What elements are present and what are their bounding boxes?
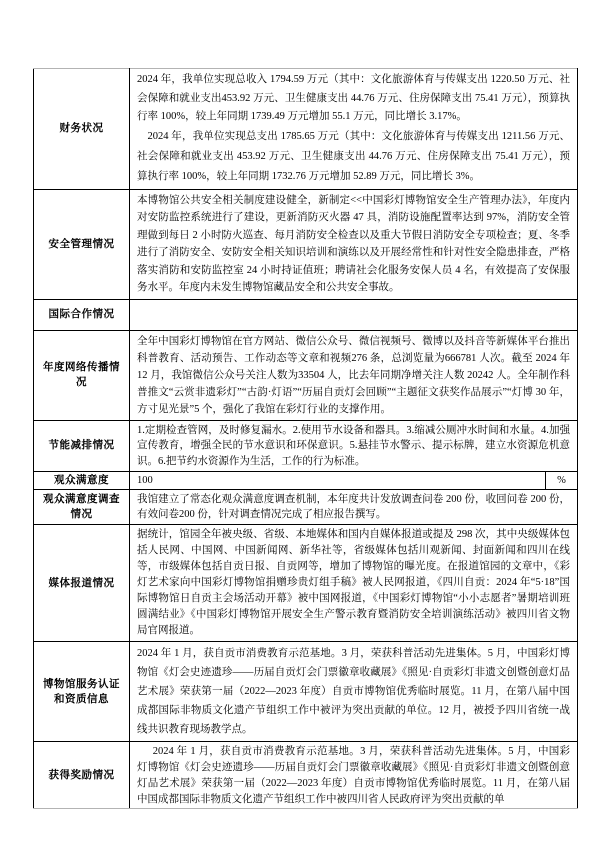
table-row	[34, 330, 578, 420]
finance-content	[130, 69, 578, 190]
table-row	[34, 642, 578, 742]
table-row	[34, 69, 578, 190]
table-row	[34, 525, 578, 642]
row-label-energy-saving: 节能减排情况	[34, 420, 130, 472]
awards-content	[130, 742, 578, 809]
service-certification-content: 2024 年 1 月，获自贡市消费教育示范基地。3 月，荣获科普活动先进集体。5 月，中国彩灯博物馆《灯会史迹遗珍——历届自贡灯会门票徽章收藏展》《照见·自贡彩灯非遗文创暨创意灯品艺术展》荣获第一届（2022—2023 年度）自贡市博物馆优秀临时展览。11 月，在第八届中国成都国际非物质文化遗产节组织工作中被评为突出贡献的单位。12 月，被授予四川省统一战线共识教育现场教学点。	[130, 642, 578, 742]
table-row	[34, 490, 578, 525]
row-label-safety: 安全管理情况	[34, 189, 130, 299]
awards-text-clipped: 2024 年 1 月，获自贡市消费教育示范基地。3 月，荣获科普活动先进集体。5 月，中国彩灯博物馆《灯会史迹遗珍——历届自贡灯会门票徽章收藏展》《照见·自贡彩灯非遗文创暨创意灯品艺术展》荣获第一届（2022—2023 年度）自贡市博物馆优秀临时展览。11 月，在第八届中国成都国际非物质文化遗产节组织工作中被四川省人民政府评为突出贡献的单	[137, 746, 571, 805]
row-label-international-cooperation: 国际合作情况	[34, 299, 130, 330]
media-coverage-content: 据统计，馆园全年被央级、省级、本地媒体和国内自媒体报道或提及 298 次，其中央级媒体包括人民网、中国网、中国新闻网、新华社等，省级媒体包括川观新闻、封面新闻和四川在线等，市级媒体包括自贡日报、自贡网等，增加了博物馆的曝光度。在报道馆园的文章中，《彩灯艺术家向中国彩灯博物馆捐赠珍贵灯组手稿》被人民网报道，《四川自贡：2024 年“5·18”国际博物馆日自贡主会场活动开幕》被中国网报道，《中国彩灯博物馆“小小志愿者”暑期培训班圆满结业》《中国彩灯博物馆开展安全生产警示教育暨消防安全培训演练活动》被四川省文物局官网报道。	[130, 525, 578, 642]
visitor-satisfaction-value: 100	[130, 472, 546, 490]
row-label-satisfaction-survey: 观众满意度调查情况	[34, 490, 130, 525]
row-label-service-certification: 博物馆服务认证和资质信息	[34, 642, 130, 742]
row-label-network-communication: 年度网络传播情况	[34, 330, 130, 420]
energy-saving-content: 1.定期检查管网，及时修复漏水。2.使用节水设备和器具。3.缩减公厕冲水时间和水量。4.加强宣传教育，增强全民的节水意识和环保意识。5.悬挂节水警示、提示标牌，建立水资源危机意识。6.把节约水资源作为生活，工作的行为标准。	[130, 420, 578, 472]
network-communication-content: 全年中国彩灯博物馆在官方网站、微信公众号、微信视频号、微博以及抖音等新媒体平台推出科普教育、活动预告、工作动态等文章和视频276 条，总浏览量为666781 人次。截至 2024 年 12 月，我馆微信公众号关注人数为33504 人，比去年同期净增关注人数 20242 人。全年制作科普推文“云赏非遗彩灯”“古韵·灯语”“历届自贡灯会回顾”“主题征文获奖作品展示”“灯博 30 年，方寸见光景”5 个，强化了我馆在彩灯行业的支撑作用。	[130, 330, 578, 420]
table-row	[34, 299, 578, 330]
visitor-satisfaction-unit: %	[546, 472, 578, 490]
table-row	[34, 420, 578, 472]
annual-report-table	[33, 68, 578, 809]
row-label-media-coverage: 媒体报道情况	[34, 525, 130, 642]
row-label-visitor-satisfaction: 观众满意度	[34, 472, 130, 490]
satisfaction-survey-content: 我馆建立了常态化观众满意度调查机制，本年度共计发放调查问卷 200 份，收回问卷 200 份，有效问卷200 份，针对调查情况完成了相应报告撰写。	[130, 490, 578, 525]
safety-content: 本博物馆公共安全相关制度建设健全，新制定<<中国彩灯博物馆安全生产管理办法》，年度内对安防监控系统进行了建设，更新消防灭火器 47 具，消防设施配置率达到 97%，消防安全管理做到每日 2 小时防火巡查、每月消防安全检查以及重大节假日消防安全专项检查；夏、冬季进行了消防安全、安防安全相关知识培训和演练以及开展经常性和针对性安全隐患排查，严格落实消防和安防监控室 24 小时持证值班；聘请社会化服务安保人员 4 名，有效提高了安保服务水平。年度内未发生博物馆藏品安全和公共安全事故。	[130, 189, 578, 299]
finance-paragraph-expense: 2024 年，我单位实现总支出 1785.65 万元（其中：文化旅游体育与传媒支出 1211.56 万元、社会保障和就业支出 453.92 万元、卫生健康支出 44.76 万元、住房保障支出 75.41 万元），预算执行率 100%，较上年同期 1732.76 万元增加 52.89 万元，同比增长 3%。	[137, 130, 571, 182]
row-label-awards: 获得奖励情况	[34, 742, 130, 809]
table-row	[34, 742, 578, 809]
finance-paragraph-income: 2024 年，我单位实现总收入 1794.59 万元（其中：文化旅游体育与传媒支出 1220.50 万元、社会保障和就业支出453.92 万元、卫生健康支出 44.76 万元、住房保障支出 75.41 万元），预算执行率 100%，较上年同期 1739.49 万元增加 55.1 万元，同比增长 3.17%。	[137, 74, 571, 122]
international-cooperation-content	[130, 299, 578, 330]
row-label-finance: 财务状况	[34, 69, 130, 190]
table-row	[34, 472, 578, 490]
table-row	[34, 189, 578, 299]
